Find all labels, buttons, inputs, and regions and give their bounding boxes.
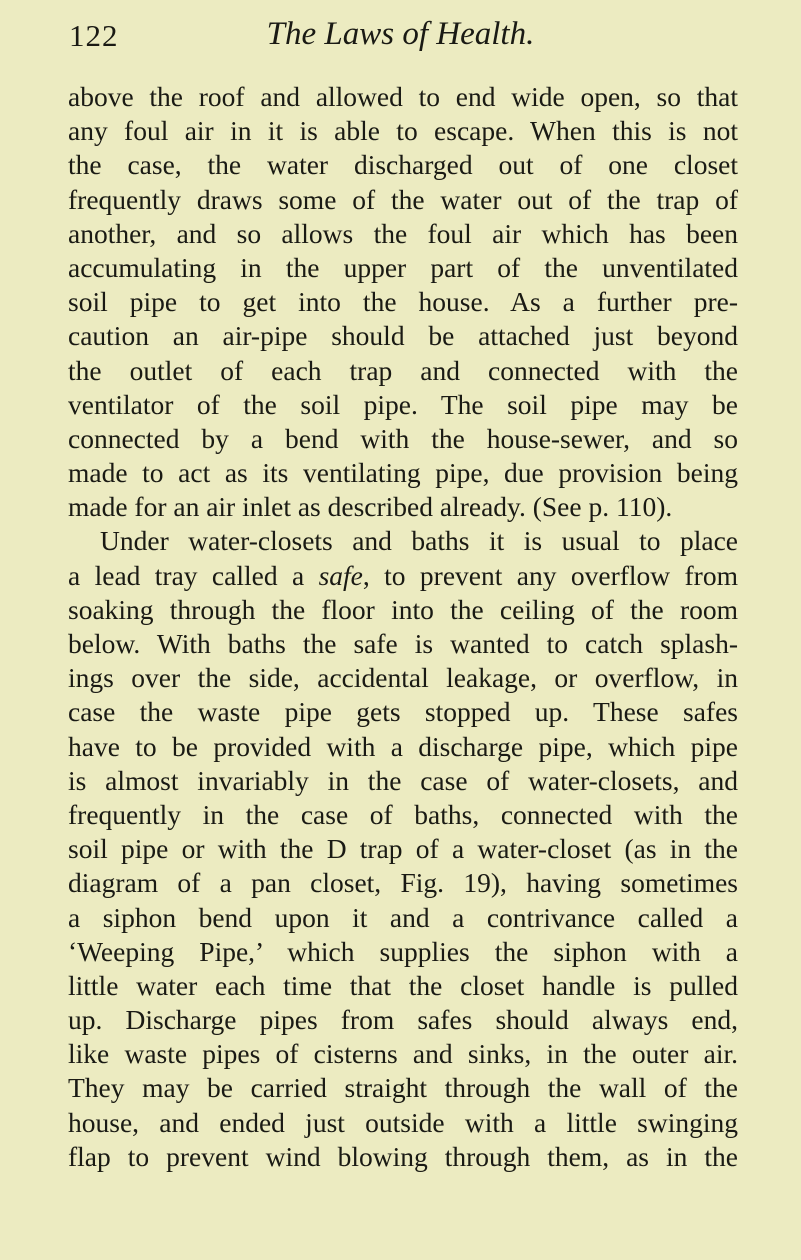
text-line: house, and ended just outside with a little swinging bbox=[68, 1106, 738, 1138]
text-line: below. With baths the safe is wanted to catch splash- bbox=[68, 628, 738, 659]
text-line: the outlet of each trap and connected with the bbox=[68, 354, 738, 386]
running-title: The Laws of Health. bbox=[266, 16, 535, 52]
text-line: diagram of a pan closet, Fig. 19), having sometimes bbox=[68, 867, 738, 899]
text-line: ings over the side, accidental leakage, or overflow, in bbox=[68, 662, 738, 694]
text-line: another, and so allows the foul air which has been bbox=[68, 217, 738, 249]
text-line: like waste pipes of cisterns and sinks, in the outer air. bbox=[68, 1038, 738, 1070]
text-line: They may be carried straight through the wall of the bbox=[68, 1072, 738, 1104]
italic-term: safe bbox=[318, 559, 363, 591]
text-line: is almost invariably in the case of water-closets, and bbox=[68, 764, 738, 796]
text-line: made to act as its ventilating pipe, due provision being bbox=[68, 457, 738, 489]
text-line: soil pipe to get into the house. As a further pre- bbox=[68, 286, 738, 318]
text-line: ventilator of the soil pipe. The soil pipe may be bbox=[68, 388, 738, 420]
text-line: caution an air-pipe should be attached just beyond bbox=[68, 320, 738, 352]
text-line: up. Discharge pipes from safes should always end, bbox=[68, 1004, 738, 1036]
text-line: a siphon bend upon it and a contrivance called a bbox=[68, 901, 738, 933]
page-header bbox=[0, 18, 801, 68]
text-line: little water each time that the closet handle is pulled bbox=[68, 969, 738, 1001]
body-text bbox=[68, 80, 738, 1174]
text-line: frequently draws some of the water out of the trap of bbox=[68, 183, 738, 215]
page-number: 122 bbox=[69, 18, 119, 53]
text-line: Under water-closets and baths it is usual to place bbox=[100, 525, 738, 557]
text-line: case the waste pipe gets stopped up. These safes bbox=[68, 696, 738, 728]
text-line: any foul air in it is able to escape. When this is not bbox=[68, 115, 738, 147]
text-line: ‘Weeping Pipe,’ which supplies the siphon with a bbox=[68, 935, 738, 967]
text-line: above the roof and allowed to end wide open, so that bbox=[68, 81, 738, 112]
text-line: the case, the water discharged out of one closet bbox=[68, 149, 738, 181]
text-line: made for an air inlet as described already. (See p. 110). bbox=[68, 491, 673, 523]
text-line: have to be provided with a discharge pipe, which pipe bbox=[68, 730, 738, 762]
text-line: soaking through the floor into the ceiling of the room bbox=[68, 593, 738, 625]
text-line: soil pipe or with the D trap of a water-closet (as in the bbox=[68, 833, 738, 865]
text-line: flap to prevent wind blowing through them, as in the bbox=[68, 1140, 738, 1172]
text-line: a lead tray called a safe, to prevent any overflow from bbox=[68, 559, 738, 591]
text-line: frequently in the case of baths, connected with the bbox=[68, 798, 738, 830]
text-line: connected by a bend with the house-sewer, and so bbox=[68, 422, 738, 454]
text-line: accumulating in the upper part of the unventilated bbox=[68, 251, 738, 283]
